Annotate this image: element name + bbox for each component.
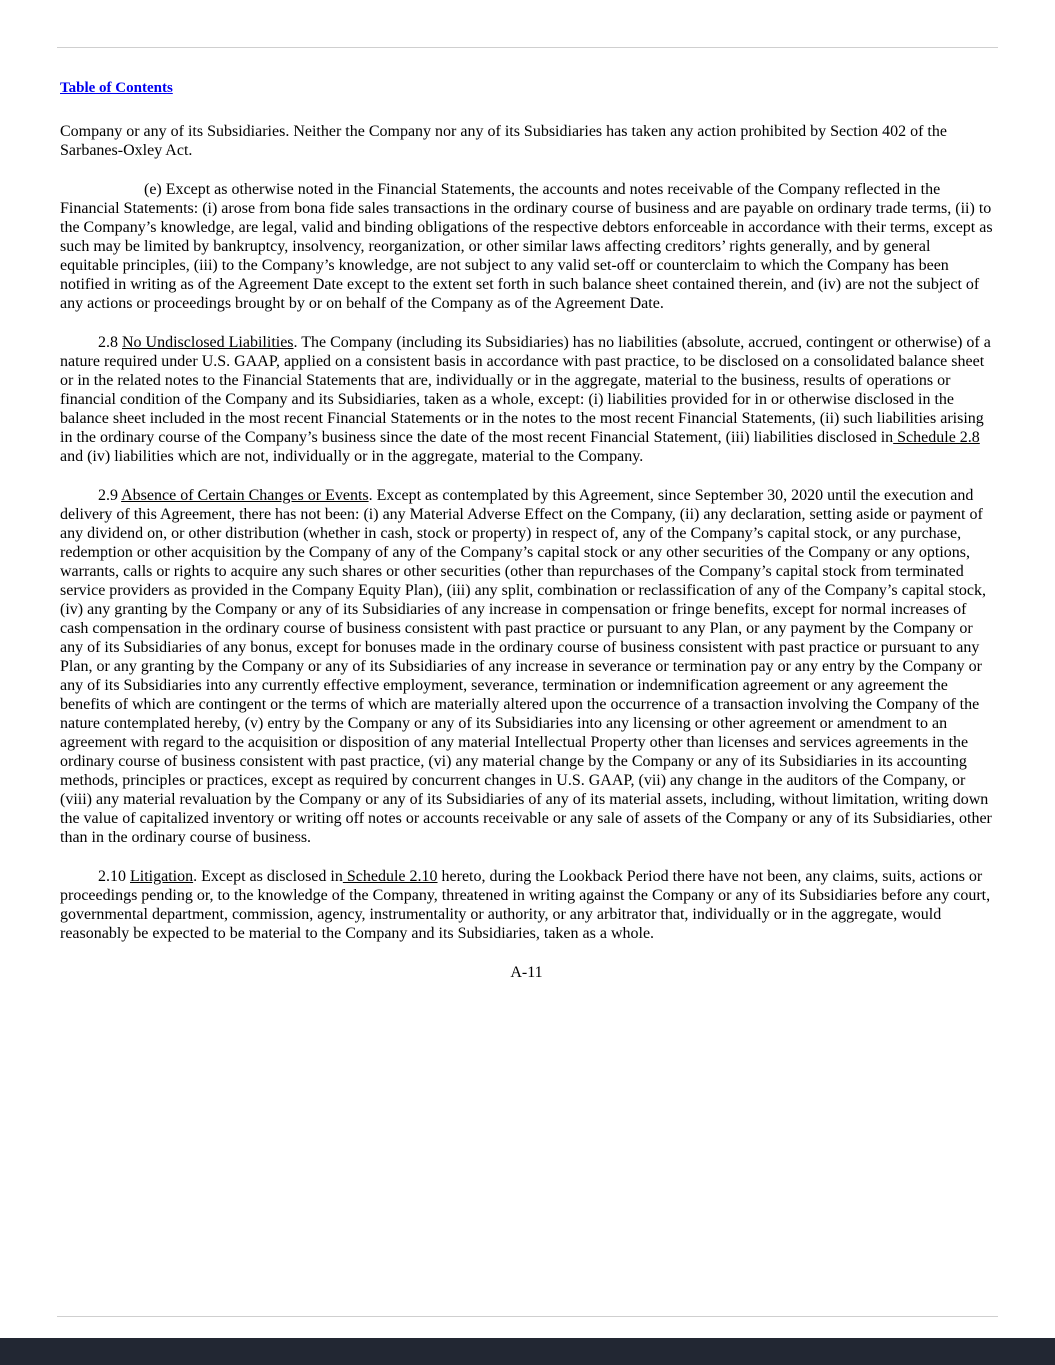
page-footer [60,963,993,982]
text-run: (e) Except as otherwise noted in the Financial Statements, the accounts and notes receivable of the Company reflected in the Financial Statements: (i) arose from bona fide sales transactions in the ordinary course of business and are payable on ordinary trade terms, (ii) to the Company’s knowledge, are legal, valid and binding obligations of the respective debtors enforceable in accordance with their terms, except as such may be limited by bankruptcy, insolvency, reorganization, or other similar laws affecting creditors’ rights generally, and by general equitable principles, (iii) to the Company’s knowledge, are not subject to any valid set-off or counterclaim to which the Company has been notified in writing as of the Agreement Date except to the extent set forth in such balance sheet contained therein, and (iv) are not the subject of any actions or proceedings brought by or on behalf of the Company as of the Agreement Date. [60,181,993,312]
text-run: 2.9 [98,487,122,504]
paragraph [60,867,993,943]
text-run: hereto, during the Lookback Period there have not been, any claims, suits, actions or proceedings pending or, to the knowledge of the Company, threatened in writing against the Company or any of its Subsidiaries before any court, governmental department, commission, agency, instrumentality or authority, or any arbitrator that, individually or in the aggregate, would reasonably be expected to be material to the Company and its Subsidiaries, taken as a whole. [60,868,991,942]
paragraph [60,333,993,466]
table-of-contents-link[interactable]: Table of Contents [60,80,173,96]
section-heading: Absence of Certain Changes or Events [121,487,369,504]
text-run: . The Company (including its Subsidiaries) has no liabilities (absolute, accrued, contingent or otherwise) of a nature required under U.S. GAAP, applied on a consistent basis in accordance with past practice, to be disclosed on a consolidated balance sheet or in the related notes to the Financial Statements that are, individually or in the aggregate, material to the business, results of operations or financial condition of the Company and its Subsidiaries, taken as a whole, except: (i) liabilities provided for in or otherwise disclosed in the balance sheet included in the most recent Financial Statements or in the notes to the most recent Financial Statements, (ii) such liabilities arising in the ordinary course of the Company’s business since the date of the most recent Financial Statement, (iii) liabilities disclosed in [60,334,991,446]
bottom-bar [0,1338,1055,1365]
page-number: A-11 [510,964,543,981]
paragraph [60,122,993,160]
schedule-link[interactable]: Schedule 2.8 [893,429,980,446]
document-page [60,78,993,982]
text-run: . Except as disclosed in [193,868,343,885]
paragraph [60,180,993,313]
document-body [60,122,993,943]
text-run: . Except as contemplated by this Agreement, since September 30, 2020 until the execution and delivery of this Agreement, there has not been: (i) any Material Adverse Effect on the Company, (ii) any declaration, setting aside or payment of any dividend on, or other distribution (whether in cash, stock or property) in respect of, any of the Company’s capital stock, or any purchase, redemption or other acquisition by the Company of any of the Company’s capital stock or any other securities of the Company or any options, warrants, calls or rights to acquire any such shares or other securities (other than repurchases of the Company’s capital stock from terminated service providers as provided in the Company Equity Plan), (iii) any split, combination or reclassification of any of the Company’s capital stock, (iv) any granting by the Company or any of its Subsidiaries of any increase in compensation or fringe benefits, except for normal increases of cash compensation in the ordinary course of business consistent with past practice or pursuant to any Plan, or any payment by the Company or any of its Subsidiaries of any bonus, except for bonuses made in the ordinary course of business consistent with past practice or pursuant to any Plan, or any granting by the Company or any of its Subsidiaries of any increase in severance or termination pay or any entry by the Company or any of its Subsidiaries into any currently effective employment, severance, termination or indemnification agreement or any agreement the benefits of which are contingent or the terms of which are materially altered upon the occurrence of a transaction involving the Company of the nature contemplated hereby, (v) entry by the Company or any of its Subsidiaries into any licensing or other agreement or amendment to an agreement with regard to the acquisition or disposition of any material Intellectual Property other than licenses and services agreements in the ordinary course of business consistent with past practice, (vi) any material change by the Company or any of its Subsidiaries in its accounting methods, principles or practices, except as required by concurrent changes in U.S. GAAP, (vii) any change in the auditors of the Company, or (viii) any material revaluation by the Company or any of its Subsidiaries of any of its material assets, including, without limitation, writing down the value of capitalized inventory or writing off notes or accounts receivable or any sale of assets of the Company or any of its Subsidiaries, other than in the ordinary course of business. [60,487,992,846]
text-run: 2.10 [98,868,130,885]
top-divider [57,47,998,48]
bottom-divider [57,1316,998,1317]
text-run: Company or any of its Subsidiaries. Neither the Company nor any of its Subsidiaries has taken any action prohibited by Section 402 of the Sarbanes-Oxley Act. [60,123,947,159]
section-heading: Litigation [130,868,194,885]
schedule-link[interactable]: Schedule 2.10 [342,868,438,885]
text-run: 2.8 [98,334,122,351]
paragraph [60,486,993,847]
section-heading: No Undisclosed Liabilities [122,334,294,351]
text-run: and (iv) liabilities which are not, individually or in the aggregate, material to the Company. [60,448,644,465]
toc-row [60,78,993,98]
